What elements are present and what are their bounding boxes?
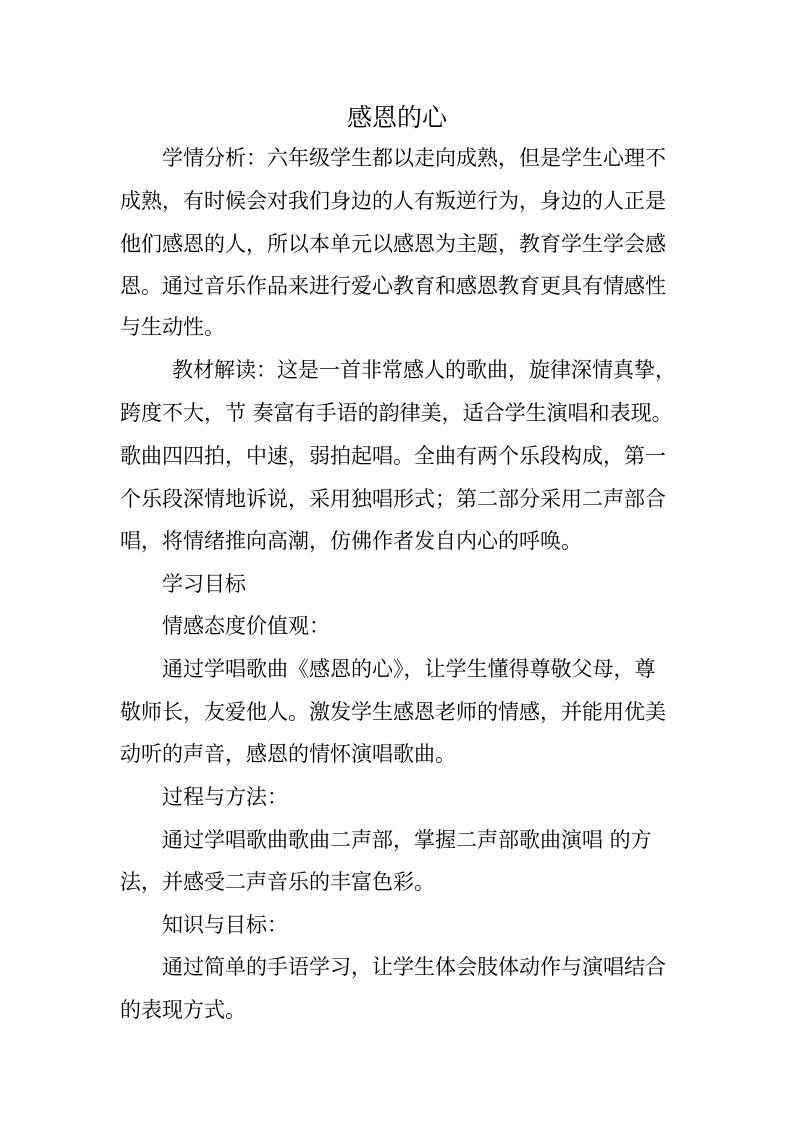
body-line: 动听的声音，感恩的情怀演唱歌曲。 (120, 742, 456, 766)
body-line: 他们感恩的人，所以本单元以感恩为主题，教育学生学会感 (120, 232, 666, 256)
body-line: 个乐段深情地诉说，采用独唱形式；第二部分采用二声部合 (120, 487, 666, 511)
subsection-heading: 情感态度价值观： (162, 614, 330, 638)
subsection-heading: 过程与方法： (162, 785, 288, 809)
page-title: 感恩的心 (346, 103, 447, 132)
body-line: 通过简单的手语学习，让学生体会肢体动作与演唱结合 (162, 955, 666, 979)
body-line: 法，并感受二声音乐的丰富色彩。 (120, 870, 435, 894)
body-line: 教材解读：这是一首非常感人的歌曲，旋律深情真挚， (172, 358, 676, 382)
body-line: 通过学唱歌曲《感恩的心》，让学生懂得尊敬父母，尊 (162, 657, 656, 681)
body-line: 通过学唱歌曲歌曲二声部，掌握二声部歌曲演唱 的方 (162, 828, 652, 852)
body-line: 学情分析：六年级学生都以走向成熟，但是学生心理不 (162, 146, 666, 170)
body-line: 唱，将情绪推向高潮，仿佛作者发自内心的呼唤。 (120, 529, 582, 553)
body-line: 敬师长，友爱他人。激发学生感恩老师的情感，并能用优美 (120, 700, 666, 724)
body-line: 跨度不大，节 奏富有手语的韵律美，适合学生演唱和表现。 (120, 401, 673, 425)
body-line: 成熟，有时候会对我们身边的人有叛逆行为，身边的人正是 (120, 189, 666, 213)
subsection-heading: 知识与目标： (162, 913, 288, 937)
body-line: 歌曲四四拍，中速，弱拍起唱。全曲有两个乐段构成，第一 (120, 444, 666, 468)
body-line: 与生动性。 (120, 315, 225, 339)
section-heading: 学习目标 (162, 572, 246, 596)
body-line: 恩。通过音乐作品来进行爱心教育和感恩教育更具有情感性 (120, 274, 666, 298)
body-line: 的表现方式。 (120, 998, 246, 1022)
